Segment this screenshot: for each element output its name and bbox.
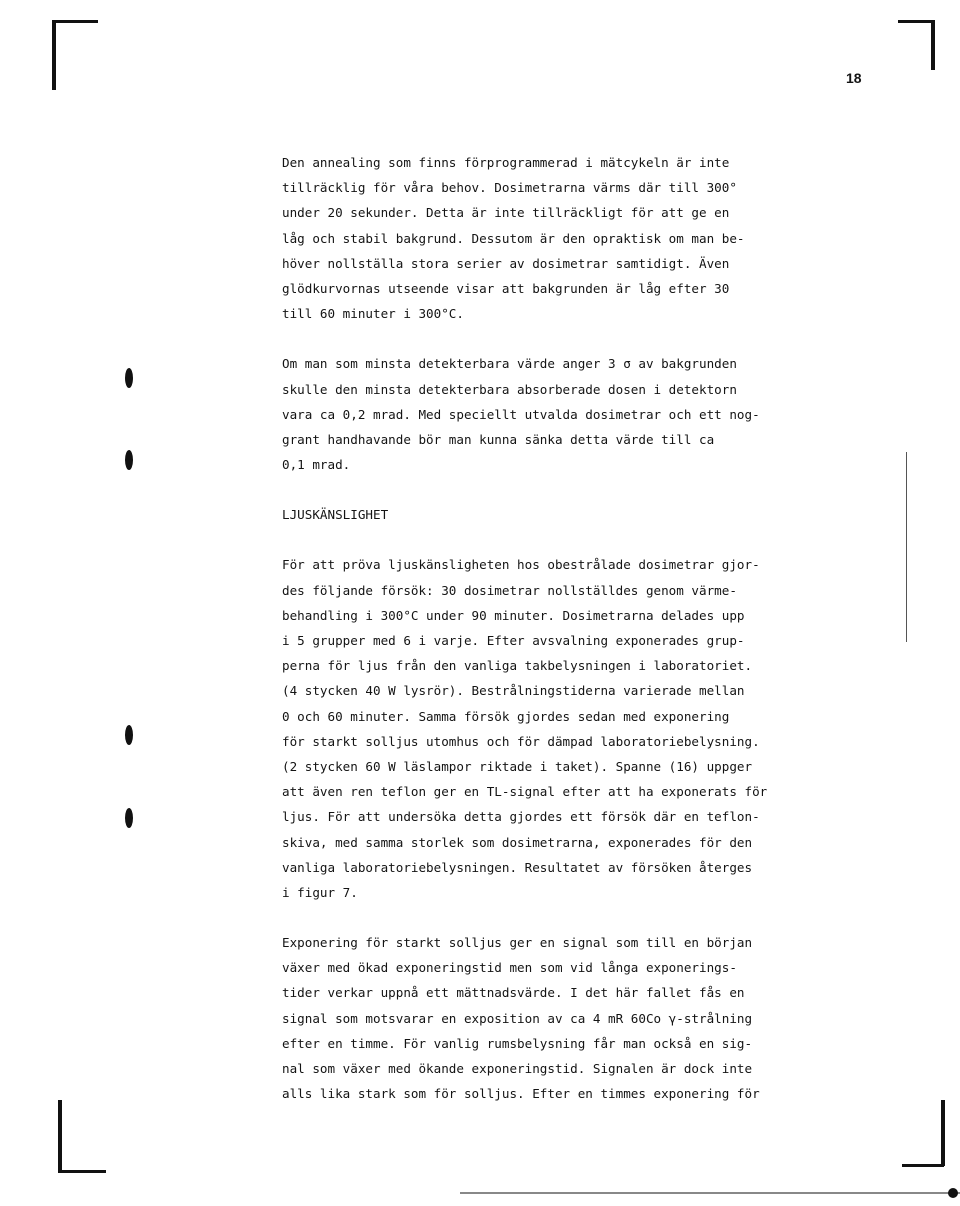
text-line: nal som växer med ökande exponeringstid. Signalen är dock inte (282, 1061, 753, 1076)
text-line: alls lika stark som för solljus. Efter en timmes exponering för (282, 1086, 760, 1102)
text-line: efter en timme. För vanlig rumsbelysning får man också en sig- (282, 1035, 753, 1051)
text-line: Den annealing som finns förprogrammerad i mätcykeln är inte (282, 155, 730, 170)
text-line: för starkt solljus utomhus och för dämpad laboratoriebelysning. (282, 733, 760, 749)
document-body (282, 150, 842, 1106)
scan-line-bottom (460, 1192, 960, 1194)
text-line: tillräcklig för våra behov. Dosimetrarna värms där till 300° (282, 180, 737, 196)
text-line: höver nollställa stora serier av dosimetrar samtidigt. Även (282, 255, 730, 271)
text-line: i figur 7. (282, 884, 358, 900)
paragraph-light-sensitivity (282, 552, 842, 905)
paragraph-detection-limit (282, 351, 842, 477)
paragraph-exposure (282, 930, 842, 1106)
corner-mark-bottom-right-vertical (941, 1100, 945, 1166)
text-line: behandling i 300°C under 90 minuter. Dosimetrarna delades upp (282, 607, 745, 623)
text-line: 0,1 mrad. (282, 457, 351, 473)
corner-mark-top-right-vertical (931, 20, 935, 70)
paragraph-annealing (282, 150, 842, 326)
text-line: att även ren teflon ger en TL-signal efter att ha exponerats för (282, 784, 768, 800)
text-line: tider verkar uppnå ett mättnadsvärde. I det här fallet fås en (282, 985, 745, 1001)
scan-dot-bottom-right (948, 1188, 958, 1198)
text-line: låg och stabil bakgrund. Dessutom är den opraktisk om man be- (282, 230, 745, 246)
text-line: skiva, med samma storlek som dosimetrarna, exponerades för den (282, 834, 753, 850)
text-line: signal som motsvarar en exposition av ca 4 mR 60Co γ-strålning (282, 1010, 753, 1026)
corner-mark-top-left-horizontal (52, 20, 98, 23)
text-line: vara ca 0,2 mrad. Med speciellt utvalda dosimetrar och ett nog- (282, 406, 760, 422)
text-line: (2 stycken 60 W läslampor riktade i taket). Spanne (16) uppger (282, 758, 753, 774)
corner-mark-top-left-vertical (52, 20, 56, 90)
text-line: vanliga laboratoriebelysningen. Resultatet av försöken återges (282, 859, 753, 875)
binder-mark (125, 368, 133, 388)
text-line: växer med ökad exponeringstid men som vid långa exponerings- (282, 960, 737, 976)
binder-mark (125, 808, 133, 828)
text-line: glödkurvornas utseende visar att bakgrunden är låg efter 30 (282, 280, 730, 296)
binder-mark (125, 450, 133, 470)
text-line: under 20 sekunder. Detta är inte tillräckligt för att ge en (282, 205, 730, 221)
text-line: perna för ljus från den vanliga takbelysningen i laboratoriet. (282, 658, 753, 674)
text-line: grant handhavande bör man kunna sänka detta värde till ca (282, 431, 715, 447)
text-line: i 5 grupper med 6 i varje. Efter avsvalning exponerades grup- (282, 633, 745, 648)
text-line: till 60 minuter i 300°C. (282, 306, 464, 322)
corner-mark-top-right-horizontal (898, 20, 934, 23)
binder-mark (125, 725, 133, 745)
corner-mark-bottom-left-vertical (58, 1100, 62, 1172)
corner-mark-bottom-right-horizontal (902, 1164, 944, 1167)
text-line: 0 och 60 minuter. Samma försök gjordes sedan med exponering (282, 708, 730, 724)
text-line: ljus. För att undersöka detta gjordes ett försök där en teflon- (282, 809, 760, 825)
corner-mark-bottom-left-horizontal (58, 1170, 106, 1173)
margin-rule-right (906, 452, 907, 642)
text-line: Exponering för starkt solljus ger en signal som till en början (282, 935, 753, 951)
text-line: Om man som minsta detekterbara värde anger 3 σ av bakgrunden (282, 356, 737, 372)
text-line: skulle den minsta detekterbara absorberade dosen i detektorn (282, 381, 737, 397)
page-number: 18 (846, 70, 862, 86)
section-heading: LJUSKÄNSLIGHET (282, 507, 389, 523)
text-line: (4 stycken 40 W lysrör). Bestrålningstiderna varierade mellan (282, 683, 745, 699)
text-line: För att pröva ljuskänsligheten hos obestrålade dosimetrar gjor- (282, 557, 760, 573)
text-line: des följande försök: 30 dosimetrar nollställdes genom värme- (282, 582, 737, 598)
